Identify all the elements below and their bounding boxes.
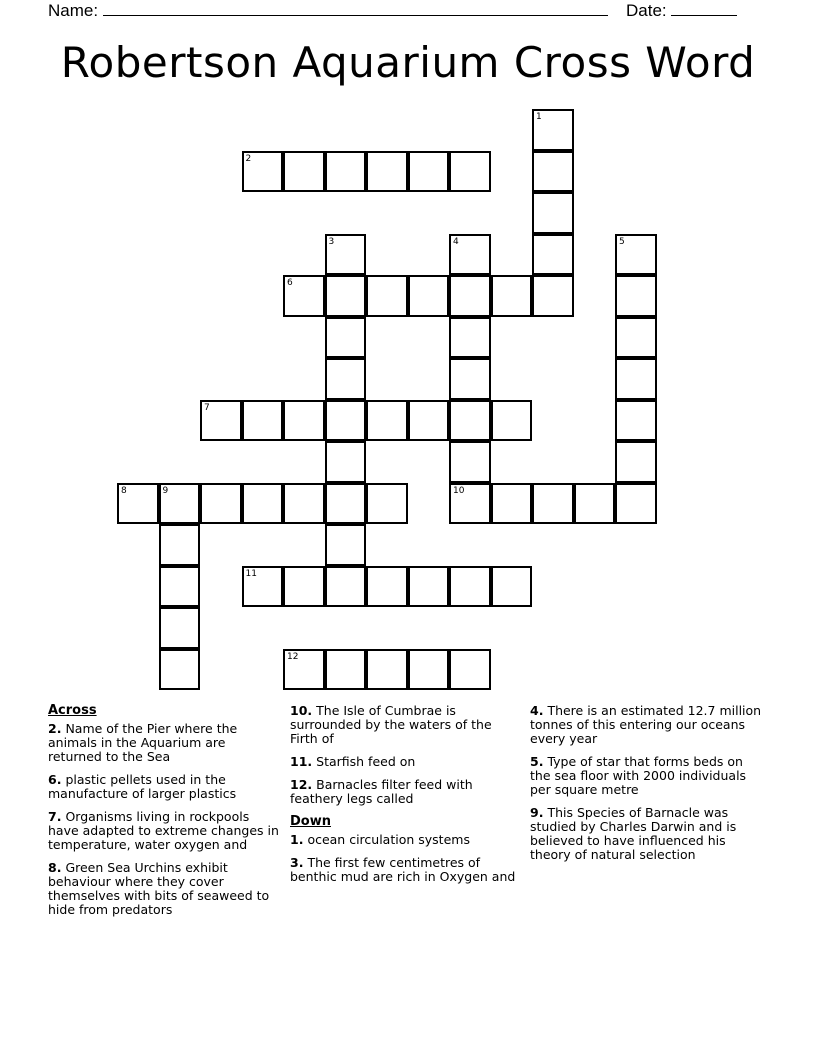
- cell-number: 7: [204, 402, 210, 413]
- grid-cell[interactable]: [408, 649, 450, 691]
- grid-cell[interactable]: [532, 151, 574, 193]
- grid-cell[interactable]: [449, 441, 491, 483]
- grid-cell[interactable]: [491, 566, 533, 608]
- grid-cell[interactable]: [325, 400, 367, 442]
- grid-cell[interactable]: [449, 317, 491, 359]
- grid-cell[interactable]: [242, 566, 284, 608]
- across-heading: Across: [48, 703, 97, 718]
- cell-number: 11: [245, 568, 257, 579]
- name-label: Name:: [48, 1, 99, 20]
- grid-cell[interactable]: [242, 400, 284, 442]
- grid-cell[interactable]: [242, 483, 284, 525]
- cell-number: 4: [453, 236, 459, 247]
- grid-cell[interactable]: [366, 649, 408, 691]
- grid-cell[interactable]: [366, 483, 408, 525]
- clue-down-9: [530, 806, 762, 862]
- grid-cell[interactable]: [200, 483, 242, 525]
- clue-across-6: [48, 773, 280, 801]
- grid-cell[interactable]: [408, 566, 450, 608]
- grid-cell[interactable]: [449, 151, 491, 193]
- grid-cell[interactable]: [159, 483, 201, 525]
- clue-down-1: [290, 833, 522, 847]
- grid-cell[interactable]: [532, 234, 574, 276]
- grid-cell[interactable]: [449, 358, 491, 400]
- grid-cell[interactable]: [325, 566, 367, 608]
- clue-number: 12.: [290, 777, 313, 792]
- clue-text: Starfish feed on: [316, 754, 416, 769]
- cell-number: 3: [328, 236, 335, 247]
- grid-cell[interactable]: [242, 151, 284, 193]
- grid-cell[interactable]: [408, 151, 450, 193]
- grid-cell[interactable]: [325, 649, 367, 691]
- clue-number: 1.: [290, 832, 304, 847]
- grid-cell[interactable]: [283, 275, 325, 317]
- grid-cell[interactable]: [574, 483, 616, 525]
- grid-cell[interactable]: [366, 400, 408, 442]
- grid-cell[interactable]: [366, 566, 408, 608]
- page-title: Robertson Aquarium Cross Word: [60, 38, 756, 87]
- grid-cell[interactable]: [449, 234, 491, 276]
- clue-text: Green Sea Urchins exhibit behaviour where they cover themselves with bits of seaweed to hide from predators: [48, 860, 270, 917]
- grid-cell[interactable]: [283, 483, 325, 525]
- cell-number: 2: [245, 153, 252, 164]
- grid-cell[interactable]: [491, 483, 533, 525]
- clue-down-4: [530, 704, 762, 746]
- clue-number: 5.: [530, 754, 544, 769]
- clue-number: 11.: [290, 754, 313, 769]
- grid-cell[interactable]: [283, 649, 325, 691]
- grid-cell[interactable]: [532, 192, 574, 234]
- clue-down-3: [290, 856, 522, 884]
- grid-cell[interactable]: [449, 483, 491, 525]
- clue-number: 10.: [290, 703, 313, 718]
- clue-text: Name of the Pier where the animals in the Aquarium are returned to the Sea: [48, 721, 238, 764]
- clue-text: Barnacles filter feed with feathery legs called: [290, 777, 473, 806]
- grid-cell[interactable]: [532, 483, 574, 525]
- grid-cell[interactable]: [532, 275, 574, 317]
- cell-number: 6: [287, 278, 293, 288]
- clues-column-3: [530, 704, 762, 871]
- grid-cell[interactable]: [615, 317, 657, 359]
- grid-cell[interactable]: [325, 483, 367, 525]
- grid-cell[interactable]: [615, 483, 657, 525]
- clue-across-2: [48, 722, 280, 764]
- grid-cell[interactable]: [325, 317, 367, 359]
- grid-cell[interactable]: [283, 400, 325, 442]
- clue-number: 7.: [48, 809, 62, 824]
- grid-cell[interactable]: [615, 358, 657, 400]
- grid-cell[interactable]: [532, 109, 574, 151]
- grid-cell[interactable]: [449, 566, 491, 608]
- clue-across-7: [48, 810, 280, 852]
- grid-cell[interactable]: [615, 400, 657, 442]
- clue-across-12: [290, 778, 522, 806]
- grid-cell[interactable]: [366, 151, 408, 193]
- grid-cell[interactable]: [117, 483, 159, 525]
- cell-number: 10: [453, 485, 465, 496]
- clues-column-2: [290, 704, 522, 893]
- clue-text: The Isle of Cumbrae is surrounded by the waters of the Firth of: [290, 703, 492, 746]
- clue-across-8: [48, 861, 280, 917]
- grid-cell[interactable]: [325, 275, 367, 317]
- grid-cell[interactable]: [449, 649, 491, 691]
- clue-number: 6.: [48, 772, 62, 787]
- grid-cell[interactable]: [159, 524, 201, 566]
- grid-cell[interactable]: [325, 524, 367, 566]
- clue-across-10: [290, 704, 522, 746]
- grid-cell[interactable]: [449, 275, 491, 317]
- grid-cell[interactable]: [615, 234, 657, 276]
- cell-number: 12: [287, 651, 299, 662]
- grid-cell[interactable]: [366, 275, 408, 317]
- clue-text: plastic pellets used in the manufacture of larger plastics: [48, 772, 237, 801]
- grid-cell[interactable]: [408, 400, 450, 442]
- grid-cell[interactable]: [159, 649, 201, 691]
- grid-cell[interactable]: [159, 607, 201, 649]
- clue-across-11: [290, 755, 522, 769]
- clue-number: 8.: [48, 860, 62, 875]
- grid-cell[interactable]: [491, 400, 533, 442]
- grid-cell[interactable]: [449, 400, 491, 442]
- down-heading: Down: [290, 814, 331, 829]
- clue-number: 3.: [290, 855, 304, 870]
- clues-column-1: [48, 704, 280, 926]
- clue-text: The first few centimetres of benthic mud are rich in Oxygen and: [290, 855, 516, 884]
- clue-number: 4.: [530, 703, 544, 718]
- grid-cell[interactable]: [615, 441, 657, 483]
- grid-cell[interactable]: [200, 400, 242, 442]
- cell-number: 8: [121, 485, 127, 496]
- grid-cell[interactable]: [325, 151, 367, 193]
- clue-number: 2.: [48, 721, 62, 736]
- clue-number: 9.: [530, 805, 544, 820]
- cell-number: 1: [536, 112, 542, 122]
- clue-text: Organisms living in rockpools have adapted to extreme changes in temperature, water oxygen and: [48, 809, 279, 852]
- grid-cell[interactable]: [283, 151, 325, 193]
- clue-down-5: [530, 755, 762, 797]
- grid-cell[interactable]: [325, 234, 367, 276]
- cell-number: 9: [162, 485, 169, 496]
- cell-number: 5: [619, 236, 625, 247]
- grid-cell[interactable]: [283, 566, 325, 608]
- clue-text: There is an estimated 12.7 million tonnes of this entering our oceans every year: [530, 703, 762, 746]
- grid-cell[interactable]: [325, 441, 367, 483]
- grid-cell[interactable]: [491, 275, 533, 317]
- clue-text: ocean circulation systems: [307, 832, 470, 847]
- grid-cell[interactable]: [325, 358, 367, 400]
- date-label: Date:: [626, 1, 667, 20]
- grid-cell[interactable]: [615, 275, 657, 317]
- grid-cell[interactable]: [159, 566, 201, 608]
- clue-text: This Species of Barnacle was studied by Charles Darwin and is believed to have influenced his theory of natural selection: [530, 805, 737, 862]
- grid-cell[interactable]: [408, 275, 450, 317]
- clue-text: Type of star that forms beds on the sea floor with 2000 individuals per square metre: [530, 754, 747, 797]
